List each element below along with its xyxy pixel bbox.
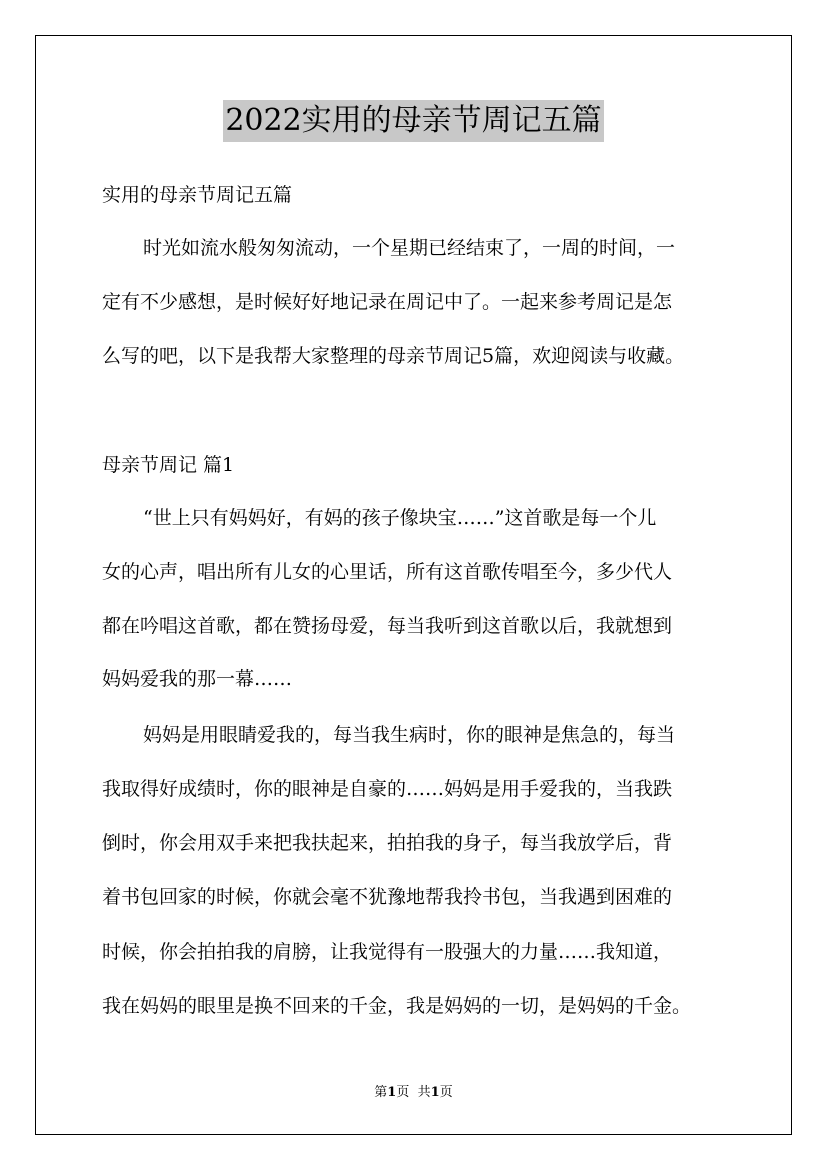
paragraph1-line: 妈妈爱我的那一幕…… xyxy=(102,668,293,690)
page-footer xyxy=(0,1085,827,1101)
document-subtitle: 实用的母亲节周记五篇 xyxy=(102,184,293,206)
footer-total-pages: 1 xyxy=(430,1085,440,1100)
intro-line: 么写的吧，以下是我帮大家整理的母亲节周记5篇，欢迎阅读与收藏。 xyxy=(102,345,685,367)
footer-total-suffix: 页 xyxy=(439,1085,453,1100)
paragraph2-line: 时候，你会拍拍我的肩膀，让我觉得有一股强大的力量……我知道， xyxy=(102,941,673,963)
paragraph1-line: “世上只有妈妈好，有妈的孩子像块宝……”这首歌是每一个儿 xyxy=(143,507,657,529)
intro-line: 时光如流水般匆匆流动，一个星期已经结束了，一周的时间，一 xyxy=(143,237,676,259)
footer-page-suffix: 页 xyxy=(396,1085,410,1100)
footer-total-prefix: 共 xyxy=(417,1085,431,1100)
title-container xyxy=(0,100,827,142)
section-heading: 母亲节周记 篇1 xyxy=(102,454,235,476)
paragraph1-line: 女的心声，唱出所有儿女的心里话，所有这首歌传唱至今，多少代人 xyxy=(102,561,673,583)
intro-line: 定有不少感想，是时候好好地记录在周记中了。一起来参考周记是怎 xyxy=(102,291,673,313)
document-title: 2022实用的母亲节周记五篇 xyxy=(223,100,603,142)
paragraph2-line: 着书包回家的时候，你就会毫不犹豫地帮我拎书包，当我遇到困难的 xyxy=(102,886,673,908)
paragraph2-line: 我取得好成绩时，你的眼神是自豪的……妈妈是用手爱我的，当我跌 xyxy=(102,778,673,800)
paragraph2-line: 我在妈妈的眼里是换不回来的千金，我是妈妈的一切，是妈妈的千金。 xyxy=(102,995,692,1017)
footer-page-number: 1 xyxy=(387,1085,397,1100)
footer-prefix: 第 xyxy=(374,1085,388,1100)
paragraph2-line: 倒时，你会用双手来把我扶起来，拍拍我的身子，每当我放学后，背 xyxy=(102,832,673,854)
paragraph1-line: 都在吟唱这首歌，都在赞扬母爱，每当我听到这首歌以后，我就想到 xyxy=(102,615,673,637)
paragraph2-line: 妈妈是用眼睛爱我的，每当我生病时，你的眼神是焦急的，每当 xyxy=(143,724,676,746)
